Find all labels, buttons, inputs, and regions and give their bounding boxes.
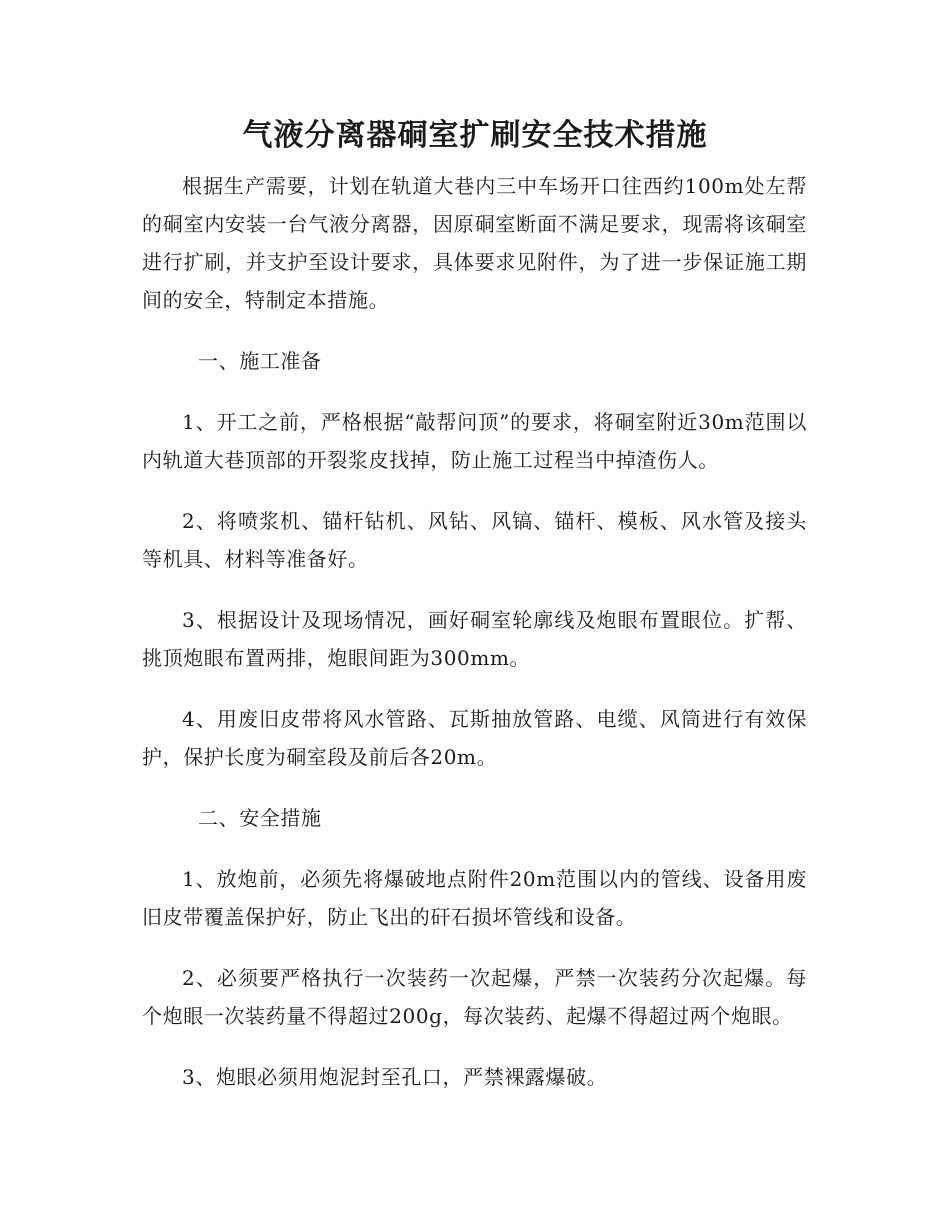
preparation-item-2: 2、将喷浆机、锚杆钻机、风钻、风镐、锚杆、模板、风水管及接头等机具、材料等准备好。 (142, 509, 807, 571)
section-heading-safety: 二、安全措施 (198, 806, 322, 830)
preparation-item-3: 3、根据设计及现场情况，画好硐室轮廓线及炮眼布置眼位。扩帮、挑顶炮眼布置两排，炮眼间距为300mm。 (142, 608, 807, 670)
document-body (142, 167, 807, 1119)
preparation-item-4: 4、用废旧皮带将风水管路、瓦斯抽放管路、电缆、风筒进行有效保护，保护长度为硐室段及前后各20m。 (142, 707, 807, 769)
section-heading-preparation: 一、施工准备 (198, 349, 322, 373)
safety-item-2: 2、必须要严格执行一次装药一次起爆，严禁一次装药分次起爆。每个炮眼一次装药量不得超过200g，每次装药、起爆不得超过两个炮眼。 (142, 966, 807, 1028)
safety-item-3: 3、炮眼必须用炮泥封至孔口，严禁裸露爆破。 (182, 1065, 608, 1089)
document-title: 气液分离器硐室扩刷安全技术措施 (242, 118, 708, 153)
intro-paragraph: 根据生产需要，计划在轨道大巷内三中车场开口往西约100m处左帮的硐室内安装一台气液分离器，因原硐室断面不满足要求，现需将该硐室进行扩刷，并支护至设计要求，具体要求见附件，为了进一步保证施工期间的安全，特制定本措施。 (142, 174, 807, 312)
safety-item-1: 1、放炮前，必须先将爆破地点附件20m范围以内的管线、设备用废旧皮带覆盖保护好，防止飞出的矸石损坏管线和设备。 (142, 867, 807, 929)
preparation-item-1: 1、开工之前，严格根据“敲帮问顶”的要求，将硐室附近30m范围以内轨道大巷顶部的开裂浆皮找掉，防止施工过程当中掉渣伤人。 (142, 410, 807, 472)
